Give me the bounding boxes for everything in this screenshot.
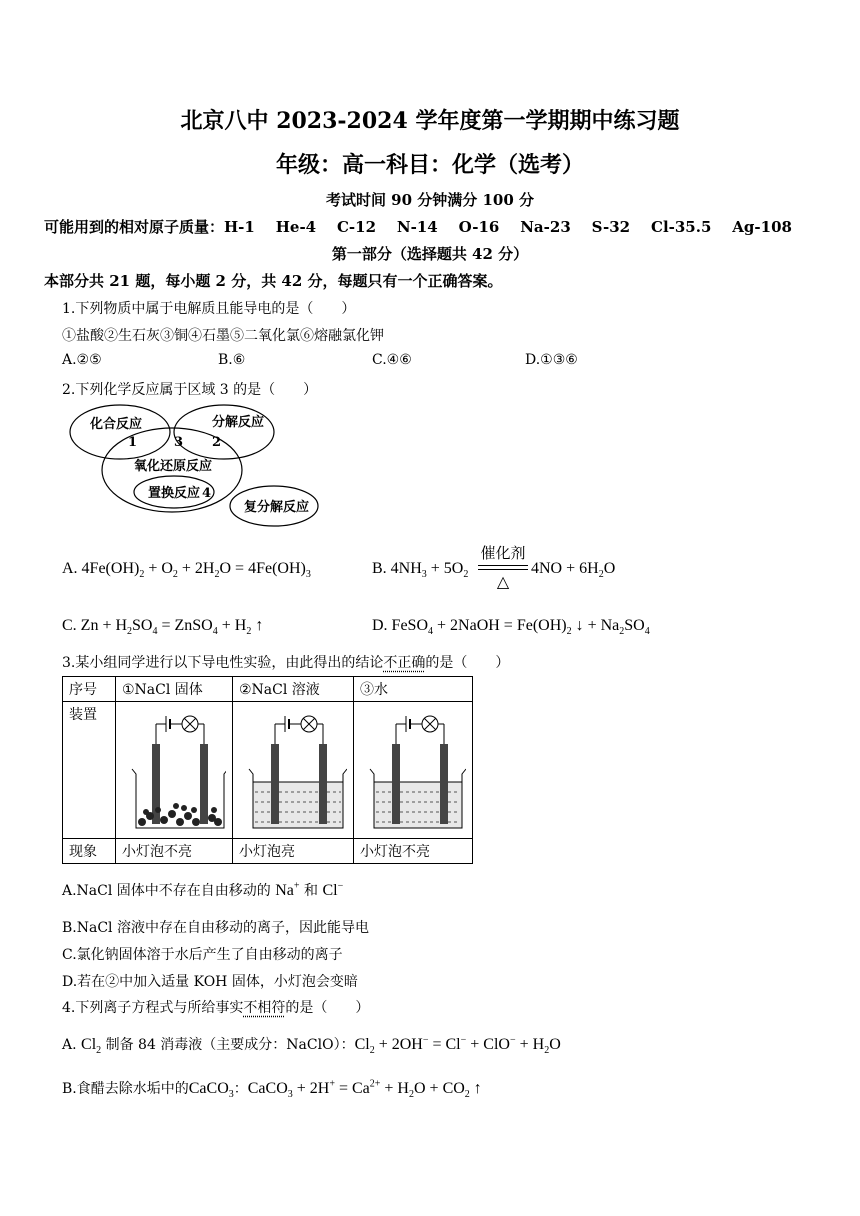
phenomenon-water: 小灯泡不亮: [354, 839, 473, 864]
device-solid: [116, 702, 233, 839]
row-phenomenon-label: 现象: [63, 839, 116, 864]
label-double-decomposition: 复分解反应: [244, 500, 310, 515]
label-displacement: 置换反应: [148, 486, 201, 501]
q1-option-c: C.④⑥: [372, 352, 412, 368]
label-combination: 化合反应: [90, 417, 143, 432]
q2-option-a: A. $4Fe(OH)_2 + O_2 + 2H_2O = 4Fe(OH)_3$: [62, 560, 311, 581]
q3-option-a: A.NaCl 固体中不存在自由移动的 Na+ 和 Cl−: [62, 880, 344, 899]
row-device-label: 装置: [63, 702, 116, 839]
atomic-masses: 可能用到的相对原子质量：H-1 He-4 C-12 N-14 O-16 Na-23 S-32 Cl-35.5 Ag-108: [44, 218, 792, 236]
q2-option-b: B. $4NH_3 + 5O_2$: [372, 560, 469, 581]
beaker-solution-figure: [239, 704, 347, 832]
region-1: 1: [128, 435, 138, 450]
reaction-venn-diagram: [62, 400, 322, 535]
q2-stem: 2.下列化学反应属于区域 3 的是（ ）: [62, 382, 318, 398]
reaction-arrow: [478, 565, 528, 570]
exam-info: 考试时间 90 分钟满分 100 分: [325, 191, 535, 209]
q1-option-d: D.①③⑥: [525, 352, 578, 368]
q3-option-b: B.NaCl 溶液中存在自由移动的离子，因此能导电: [62, 920, 369, 936]
label-decomposition: 分解反应: [212, 415, 265, 430]
th-solid: ①NaCl 固体: [116, 677, 233, 702]
catalyst-label: 催化剂: [480, 544, 526, 562]
q2-option-b-products: $4NO + 6H_2O$: [531, 560, 616, 581]
q1-stem: 1.下列物质中属于电解质且能导电的是（ ）: [62, 301, 356, 317]
page-subtitle: 年级：高一科目：化学（选考）: [275, 152, 584, 178]
region-3: 3: [174, 435, 184, 450]
q1-items: ①盐酸②生石灰③铜④石墨⑤二氧化氯⑥熔融氯化钾: [62, 328, 384, 344]
beaker-solid-figure: [122, 704, 226, 832]
q3-option-d: D.若在②中加入适量 KOH 固体，小灯泡会变暗: [62, 974, 358, 990]
page-title: 北京八中 2023-2024 学年度第一学期期中练习题: [180, 108, 680, 134]
device-water: [354, 702, 473, 839]
q3-stem: 3.某小组同学进行以下导电性实验，由此得出的结论不正确的是（ ）: [62, 655, 510, 671]
heat-symbol: △: [496, 572, 510, 591]
q4-option-b: B.食醋去除水垢中的CaCO$_3$：CaCO$_3$ + $2H^+ = Ca^{2+} + H_2O + CO_2$ ↑: [62, 1078, 482, 1101]
th-index: 序号: [63, 677, 116, 702]
phenomenon-solid: 小灯泡不亮: [116, 839, 233, 864]
q2-option-c: C. $Zn + H_2SO_4$ = ZnSO$_4$ + $H_2$ ↑: [62, 617, 264, 638]
q1-option-b: B.⑥: [218, 352, 246, 368]
label-redox: 氧化还原反应: [134, 459, 213, 474]
part-title: 第一部分（选择题共 42 分）: [331, 245, 529, 263]
q4-stem: 4.下列离子方程式与所给事实不相符的是（ ）: [62, 1000, 370, 1016]
q1-option-a: A.②⑤: [62, 352, 102, 368]
q3-option-c: C.氯化钠固体溶于水后产生了自由移动的离子: [62, 947, 343, 963]
beaker-water-figure: [360, 704, 466, 832]
th-water: ③水: [354, 677, 473, 702]
device-solution: [233, 702, 354, 839]
phenomenon-solution: 小灯泡亮: [233, 839, 354, 864]
experiment-table: [62, 676, 473, 864]
q2-option-d: D. FeSO$_4$ + 2NaOH = $Fe(OH)_2$ ↓ + $Na_2SO_4$: [372, 617, 650, 638]
th-solution: ②NaCl 溶液: [233, 677, 354, 702]
region-4: 4: [202, 486, 212, 501]
part-note: 本部分共 21 题，每小题 2 分，共 42 分，每题只有一个正确答案。: [44, 272, 503, 290]
q4-option-a: A. $Cl_2$ 制备 84 消毒液（主要成分：NaClO）：$Cl_2 + 2OH^- = Cl^- + ClO^- + H_2O$: [62, 1034, 561, 1057]
region-2: 2: [212, 435, 222, 450]
